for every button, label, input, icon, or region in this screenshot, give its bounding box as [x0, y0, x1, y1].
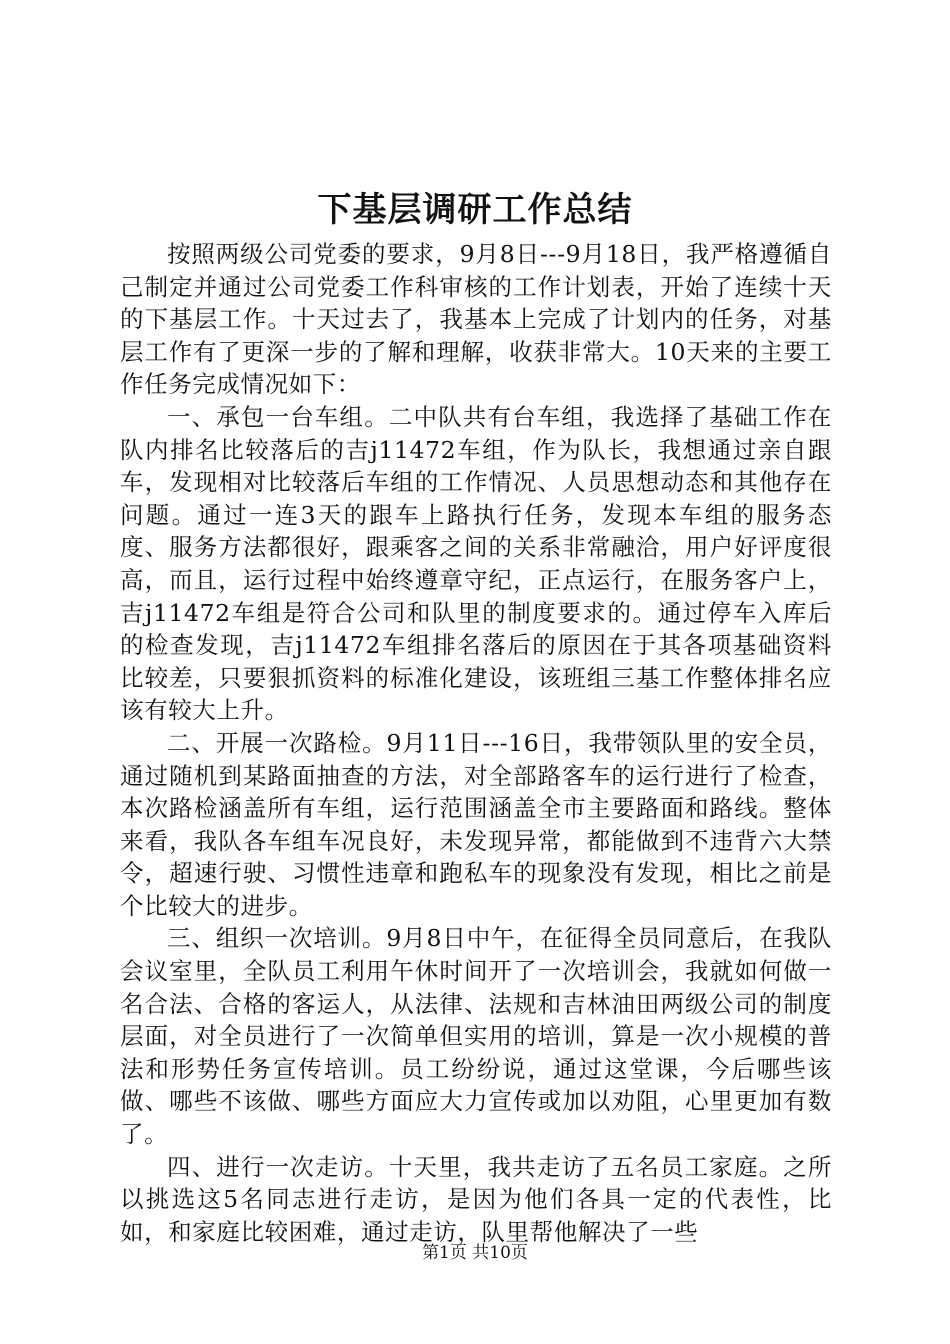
document-body [120, 238, 832, 1248]
paragraph-intro: 按照两级公司党委的要求，9月8日---9月18日，我严格遵循自己制定并通过公司党委工作科审核的工作计划表，开始了连续十天的下基层工作。十天过去了，我基本上完成了计划内的任务，对基层工作有了更深一步的了解和理解，收获非常大。10天来的主要工作任务完成情况如下： [120, 240, 832, 399]
paragraph-section-2: 二、开展一次路检。9月11日---16日，我带领队里的安全员，通过随机到某路面抽查的方法，对全部路客车的运行进行了检查，本次路检涵盖所有车组，运行范围涵盖全市主要路面和路线。整体来看，我队各车组车况良好，未发现异常，都能做到不违背六大禁令，超速行驶、习惯性违章和跑私车的现象没有发现，相比之前是个比较大的进步。 [120, 728, 832, 920]
page-number-footer: 第1页 共10页 [422, 1243, 528, 1263]
document-title: 下基层调研工作总结 [317, 190, 633, 230]
paragraph-section-1: 一、承包一台车组。二中队共有台车组，我选择了基础工作在队内排名比较落后的吉j11472车组，作为队长，我想通过亲自跟车，发现相对比较落后车组的工作情况、人员思想动态和其他存在问题。通过一连3天的跟车上路执行任务，发现本车组的服务态度、服务方法都很好，跟乘客之间的关系非常融洽，用户好评度很高，而且，运行过程中始终遵章守纪，正点运行，在服务客户上，吉j11472车组是符合公司和队里的制度要求的。通过停车入库后的检查发现，吉j11472车组排名落后的原因在于其各项基础资料比较差，只要狠抓资料的标准化建设，该班组三基工作整体排名应该有较大上升。 [120, 402, 832, 725]
paragraph-section-4: 四、进行一次走访。十天里，我共走访了五名员工家庭。之所以挑选这5名同志进行走访，是因为他们各具一定的代表性，比如，和家庭比较困难，通过走访，队里帮他解决了一些 [120, 1152, 832, 1246]
paragraph-section-3: 三、组织一次培训。9月8日中午，在征得全员同意后，在我队会议室里，全队员工利用午休时间开了一次培训会，我就如何做一名合法、合格的客运人，从法律、法规和吉林油田两级公司的制度层面，对全员进行了一次简单但实用的培训，算是一次小规模的普法和形势任务宣传培训。员工纷纷说，通过这堂课，今后哪些该做、哪些不该做、哪些方面应大力宣传或加以劝阻，心里更加有数了。 [120, 924, 832, 1149]
